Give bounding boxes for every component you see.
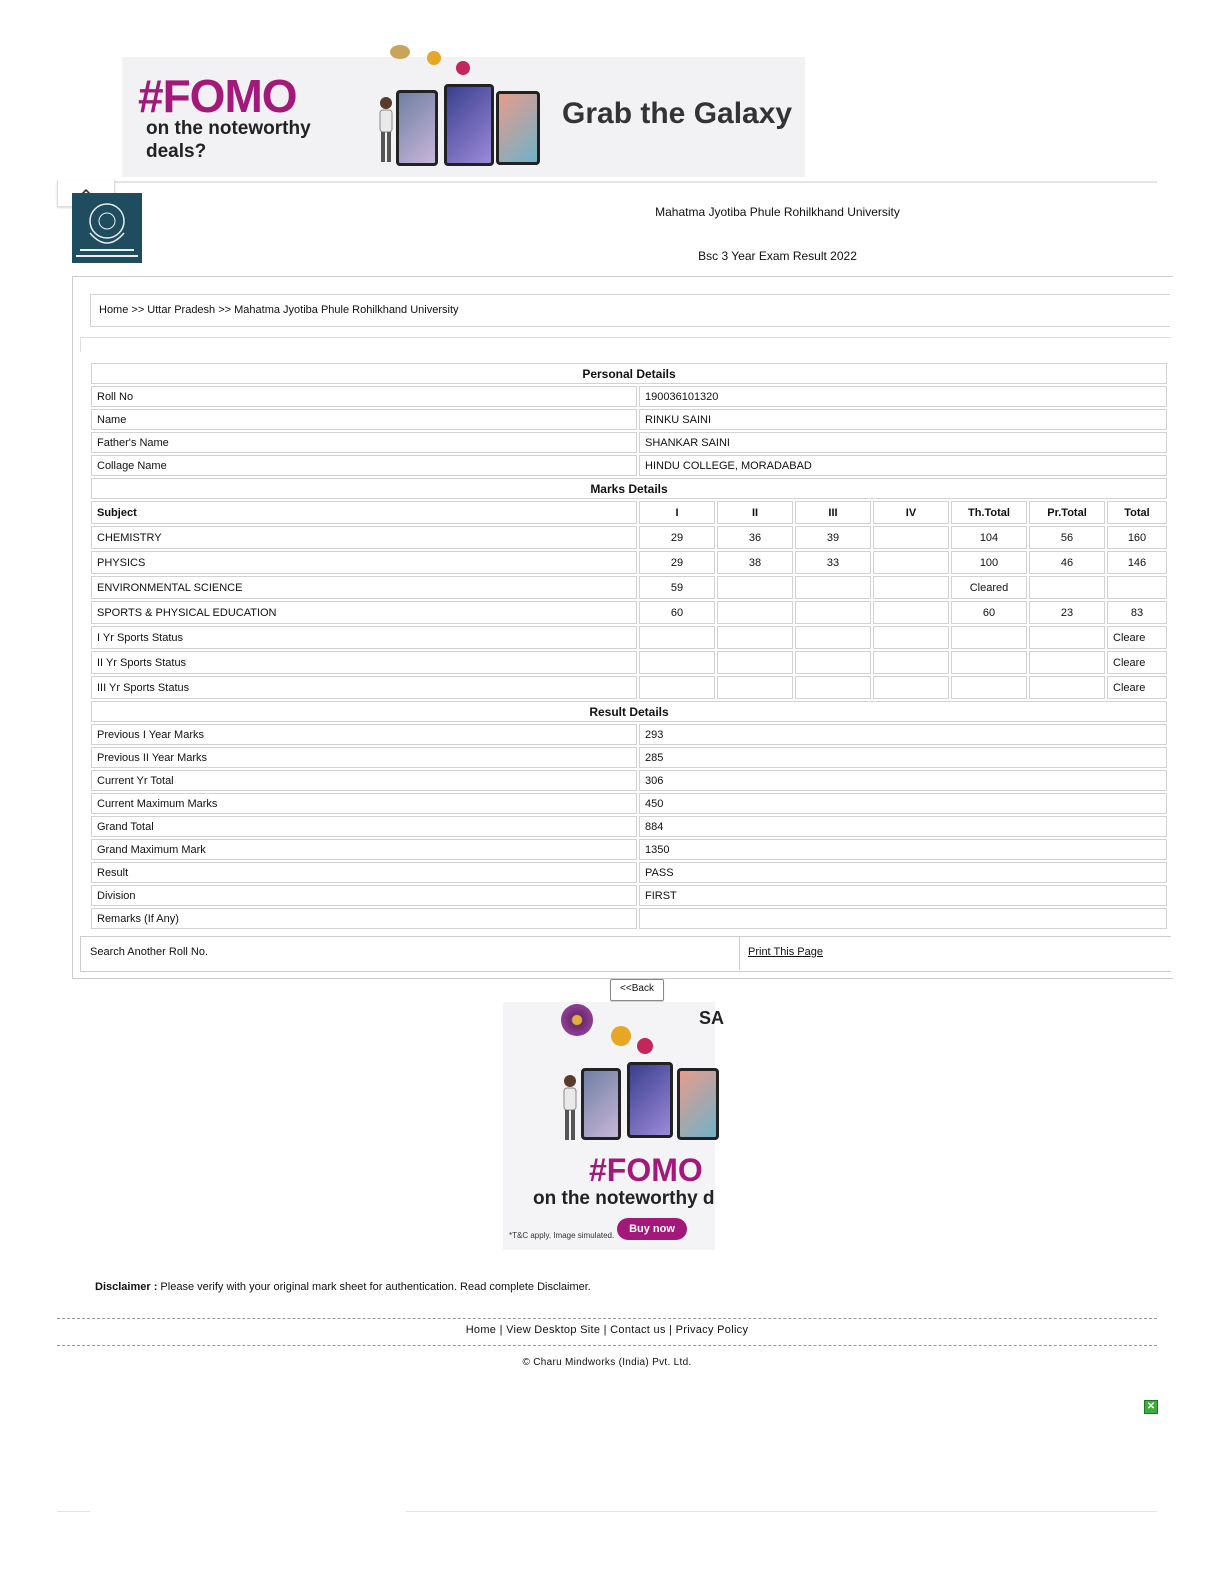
marks-row [91,601,1167,624]
detail-value: HINDU COLLEGE, MORADABAD [639,455,1167,476]
detail-row [91,770,1167,791]
detail-value: 450 [639,793,1167,814]
detail-label: Current Maximum Marks [91,793,637,814]
subject-name: PHYSICS [91,551,637,574]
marks-row [91,651,1167,674]
flower-decoration-icon [390,45,410,59]
tablet-image [627,1062,673,1138]
marks-column-header: Total [1107,501,1167,524]
ad-subline: on the noteworthy deals? [146,118,311,162]
marks-cell [717,576,793,599]
detail-row [91,386,1167,407]
marks-cell [639,676,715,699]
detail-label: Previous II Year Marks [91,747,637,768]
marks-cell [717,601,793,624]
marks-cell: 83 [1107,601,1167,624]
section-title: Result Details [91,701,1167,722]
detail-label: Father's Name [91,432,637,453]
detail-value: SHANKAR SAINI [639,432,1167,453]
university-logo [72,193,142,263]
detail-row [91,409,1167,430]
university-name: Mahatma Jyotiba Phule Rohilkhand University [655,205,900,219]
detail-value: 884 [639,816,1167,837]
marks-cell: 60 [639,601,715,624]
back-button[interactable]: <<Back [610,979,664,1001]
marks-cell: 33 [795,551,871,574]
marks-column-header: Th.Total [951,501,1027,524]
action-row [80,936,1171,972]
detail-value: RINKU SAINI [639,409,1167,430]
marks-cell: Cleare [1107,626,1167,649]
detail-label: Remarks (If Any) [91,908,637,929]
marks-column-header: Subject [91,501,637,524]
university-logo-emblem-icon [72,193,142,263]
footer-separator: | [496,1324,507,1336]
detail-label: Previous I Year Marks [91,724,637,745]
detail-row [91,885,1167,906]
marks-cell: 46 [1029,551,1105,574]
flower-decoration-icon [427,51,441,65]
divider [57,1511,90,1512]
section-header-row [91,478,1167,499]
marks-cell: 104 [951,526,1027,549]
marks-cell: 29 [639,551,715,574]
marks-cell: 60 [951,601,1027,624]
marks-cell: 36 [717,526,793,549]
marks-cell: 59 [639,576,715,599]
tablet-image [444,84,494,166]
ad-brand-partial: SA [699,1008,725,1028]
detail-label: Division [91,885,637,906]
marks-cell [873,576,949,599]
detail-value [639,908,1167,929]
copyright: © Charu Mindworks (India) Pvt. Ltd. [522,1357,692,1368]
marks-cell [951,676,1027,699]
detail-value: 293 [639,724,1167,745]
marks-cell [1029,676,1105,699]
ad-headline: #FOMO [589,1152,703,1188]
buy-now-button[interactable]: Buy now [617,1218,687,1240]
detail-label: Collage Name [91,455,637,476]
marks-cell: 56 [1029,526,1105,549]
marks-row [91,551,1167,574]
detail-row [91,455,1167,476]
marks-cell [873,601,949,624]
marks-cell [795,576,871,599]
subject-name: II Yr Sports Status [91,651,637,674]
marks-cell [873,551,949,574]
footer-link[interactable]: Privacy Policy [675,1324,749,1336]
marks-row [91,576,1167,599]
subject-name: I Yr Sports Status [91,626,637,649]
disclaimer-text[interactable]: Please verify with your original mark sheet for authentication. Read complete Disclaimer. [157,1281,591,1293]
flower-decoration-icon [611,1026,631,1046]
divider [406,1511,1157,1512]
tablet-image [496,91,540,165]
detail-value: 1350 [639,839,1167,860]
marks-header-row [91,501,1167,524]
subject-name: CHEMISTRY [91,526,637,549]
detail-value: PASS [639,862,1167,883]
marks-cell: 160 [1107,526,1167,549]
marks-cell: 146 [1107,551,1167,574]
top-banner-ad[interactable] [122,57,805,177]
detail-row [91,432,1167,453]
print-page-link[interactable]: Print This Page [748,946,824,958]
marks-cell: Cleare [1107,676,1167,699]
marks-column-header: III [795,501,871,524]
divider [57,181,1157,183]
detail-label: Grand Maximum Mark [91,839,637,860]
marks-cell [873,626,949,649]
marks-row [91,676,1167,699]
marks-cell: 29 [639,526,715,549]
subject-name: III Yr Sports Status [91,676,637,699]
marks-cell: 23 [1029,601,1105,624]
detail-row [91,724,1167,745]
detail-value: FIRST [639,885,1167,906]
exam-title: Bsc 3 Year Exam Result 2022 [698,249,857,263]
disclaimer-label: Disclaimer : [95,1281,158,1293]
detail-value: 306 [639,770,1167,791]
footer-separator: | [665,1324,676,1336]
divider [739,937,740,970]
detail-row [91,793,1167,814]
marks-cell [873,526,949,549]
marks-cell [795,626,871,649]
ad-headline: #FOMO [138,70,297,122]
marks-cell [951,626,1027,649]
person-illustration-icon [374,95,398,167]
detail-row [91,747,1167,768]
marks-cell [717,676,793,699]
section-header-row [91,363,1167,384]
footer-links [57,1324,1157,1336]
marks-cell [795,651,871,674]
marks-cell [1107,576,1167,599]
marks-column-header: I [639,501,715,524]
tablet-image [396,90,438,166]
marks-cell [951,651,1027,674]
marks-cell [639,626,715,649]
ad-cta-text: Grab the Galaxy [562,97,793,130]
ad-terms: *T&C apply. Image simulated. [509,1231,615,1240]
marks-column-header: IV [873,501,949,524]
section-header-row [91,701,1167,722]
detail-row [91,839,1167,860]
marks-cell [717,626,793,649]
section-title: Personal Details [91,363,1167,384]
result-table [89,361,1169,931]
marks-row [91,526,1167,549]
detail-row [91,908,1167,929]
marks-cell: Cleare [1107,651,1167,674]
flower-decoration-icon [637,1038,653,1054]
square-ad[interactable] [503,1002,725,1250]
footer-link[interactable]: Contact us [610,1324,666,1336]
footer-link[interactable]: Home [465,1324,497,1336]
marks-cell [639,651,715,674]
marks-row [91,626,1167,649]
marks-cell [795,601,871,624]
breadcrumb[interactable]: Home >> Uttar Pradesh >> Mahatma Jyotiba Phule Rohilkhand University [90,294,1170,327]
footer-link[interactable]: View Desktop Site [506,1324,601,1336]
section-title: Marks Details [91,478,1167,499]
marks-cell [717,651,793,674]
detail-label: Result [91,862,637,883]
marks-column-header: Pr.Total [1029,501,1105,524]
tablet-image [677,1068,719,1140]
marks-cell: 38 [717,551,793,574]
subject-name: SPORTS & PHYSICAL EDUCATION [91,601,637,624]
person-illustration-icon [559,1074,581,1144]
marks-cell [1029,651,1105,674]
marks-column-header: II [717,501,793,524]
flower-decoration-icon [456,61,470,75]
detail-label: Current Yr Total [91,770,637,791]
marks-cell [795,676,871,699]
disclaimer [95,1281,591,1293]
search-another-roll-link[interactable]: Search Another Roll No. [90,946,209,958]
detail-label: Roll No [91,386,637,407]
tablet-image [581,1068,621,1140]
divider [57,1345,1157,1346]
detail-row [91,816,1167,837]
marks-cell: Cleared [951,576,1027,599]
marks-cell [1029,626,1105,649]
marks-cell [1029,576,1105,599]
marks-cell [873,676,949,699]
footer-separator: | [600,1324,611,1336]
divider [80,337,1171,352]
detail-value: 190036101320 [639,386,1167,407]
subject-name: ENVIRONMENTAL SCIENCE [91,576,637,599]
marks-cell [873,651,949,674]
flower-decoration-icon [561,1004,593,1036]
close-icon[interactable]: ✕ [1144,1400,1158,1414]
detail-value: 285 [639,747,1167,768]
detail-row [91,862,1167,883]
marks-cell: 100 [951,551,1027,574]
divider [57,1318,1157,1319]
ad-subline: on the noteworthy d [533,1188,715,1209]
detail-label: Name [91,409,637,430]
marks-cell: 39 [795,526,871,549]
detail-label: Grand Total [91,816,637,837]
